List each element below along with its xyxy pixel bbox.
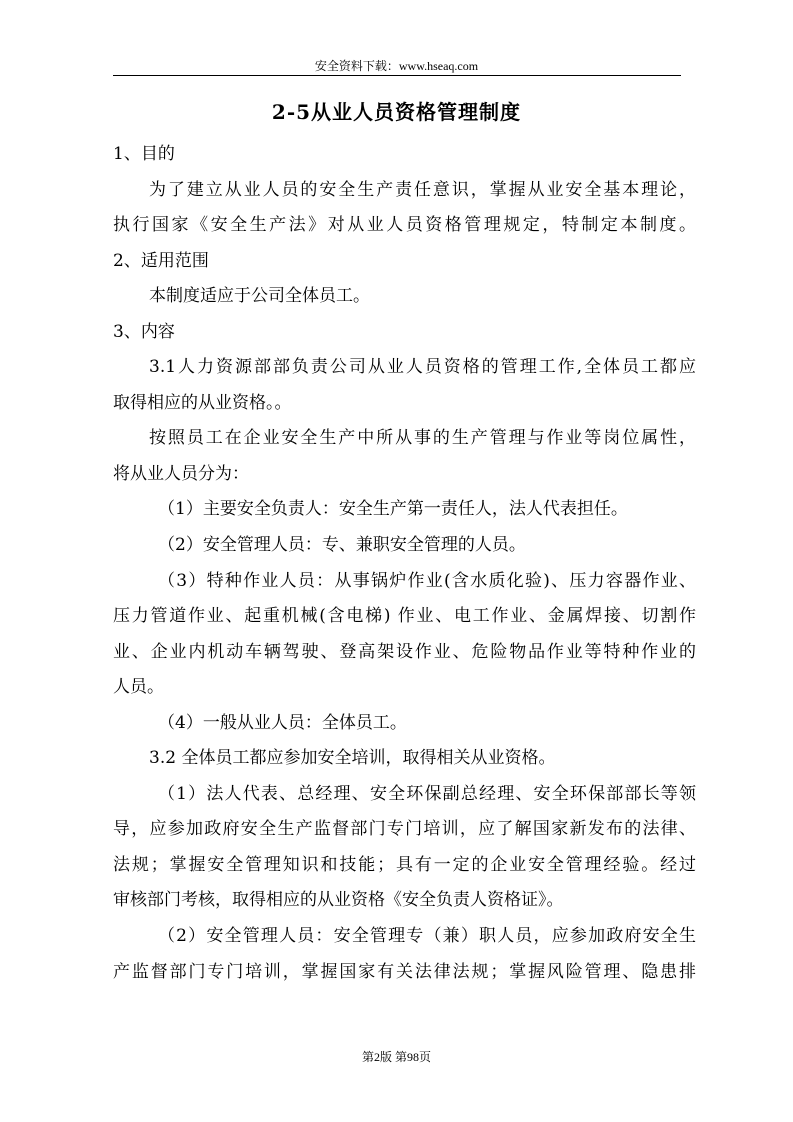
text-line: （1）法人代表、总经理、安全环保副总经理、安全环保部部长等领 [158, 783, 696, 804]
text-line: 执行国家《安全生产法》对从业人员资格管理规定，特制定本制度。 [113, 215, 696, 236]
text-line: 为了建立从业人员的安全生产责任意识，掌握从业安全基本理论， [149, 179, 696, 200]
text-line: 本制度适应于公司全体员工。 [149, 286, 370, 307]
text-line: 人员。 [113, 677, 164, 698]
page-header: 安全资料下载：www.hseaq.com [314, 59, 479, 73]
text-line: 按照员工在企业安全生产中所从事的生产管理与作业等岗位属性， [149, 428, 696, 449]
text-line: 取得相应的从业资格。。 [113, 392, 292, 413]
text-line: （2）安全管理人员：安全管理专（兼）职人员，应参加政府安全生 [158, 926, 696, 947]
text-line: 将从业人员分为： [113, 463, 249, 484]
text-line: 1、目的 [113, 144, 175, 164]
text-line: 法规；掌握安全管理知识和技能；具有一定的企业安全管理经验。经过 [113, 854, 696, 875]
text-line: 导，应参加政府安全生产监督部门专门培训，应了解国家新发布的法律、 [113, 819, 696, 840]
document-body [113, 137, 696, 990]
text-line: 产监督部门专门培训，掌握国家有关法律法规；掌握风险管理、隐患排 [113, 961, 696, 982]
text-line: （2）安全管理人员：专、兼职安全管理的人员。 [158, 535, 526, 556]
text-line: （4）一般从业人员：全体员工。 [158, 712, 407, 733]
text-line: 审核部门考核，取得相应的从业资格《安全负责人资格证》。 [113, 890, 564, 911]
text-line: （3）特种作业人员：从事锅炉作业(含水质化验)、压力容器作业、 [158, 570, 696, 591]
text-line: 3、内容 [113, 321, 175, 342]
text-line: （1）主要安全负责人：安全生产第一责任人，法人代表担任。 [158, 499, 628, 520]
text-line: 压力管道作业、起重机械(含电梯) 作业、电工作业、金属焊接、切割作 [113, 606, 696, 627]
text-line: 3.2 全体员工都应参加安全培训，取得相关从业资格。 [149, 748, 556, 769]
page-footer: 第2版 第98页 [361, 1050, 431, 1064]
header-divider [113, 75, 681, 76]
text-line: 3.1人力资源部部负责公司从业人员资格的管理工作,全体员工都应 [149, 357, 696, 378]
document-title: 2-5从业人员资格管理制度 [271, 100, 522, 124]
text-line: 2、适用范围 [113, 250, 209, 271]
text-line: 业、企业内机动车辆驾驶、登高架设作业、危险物品作业等特种作业的 [113, 641, 696, 662]
